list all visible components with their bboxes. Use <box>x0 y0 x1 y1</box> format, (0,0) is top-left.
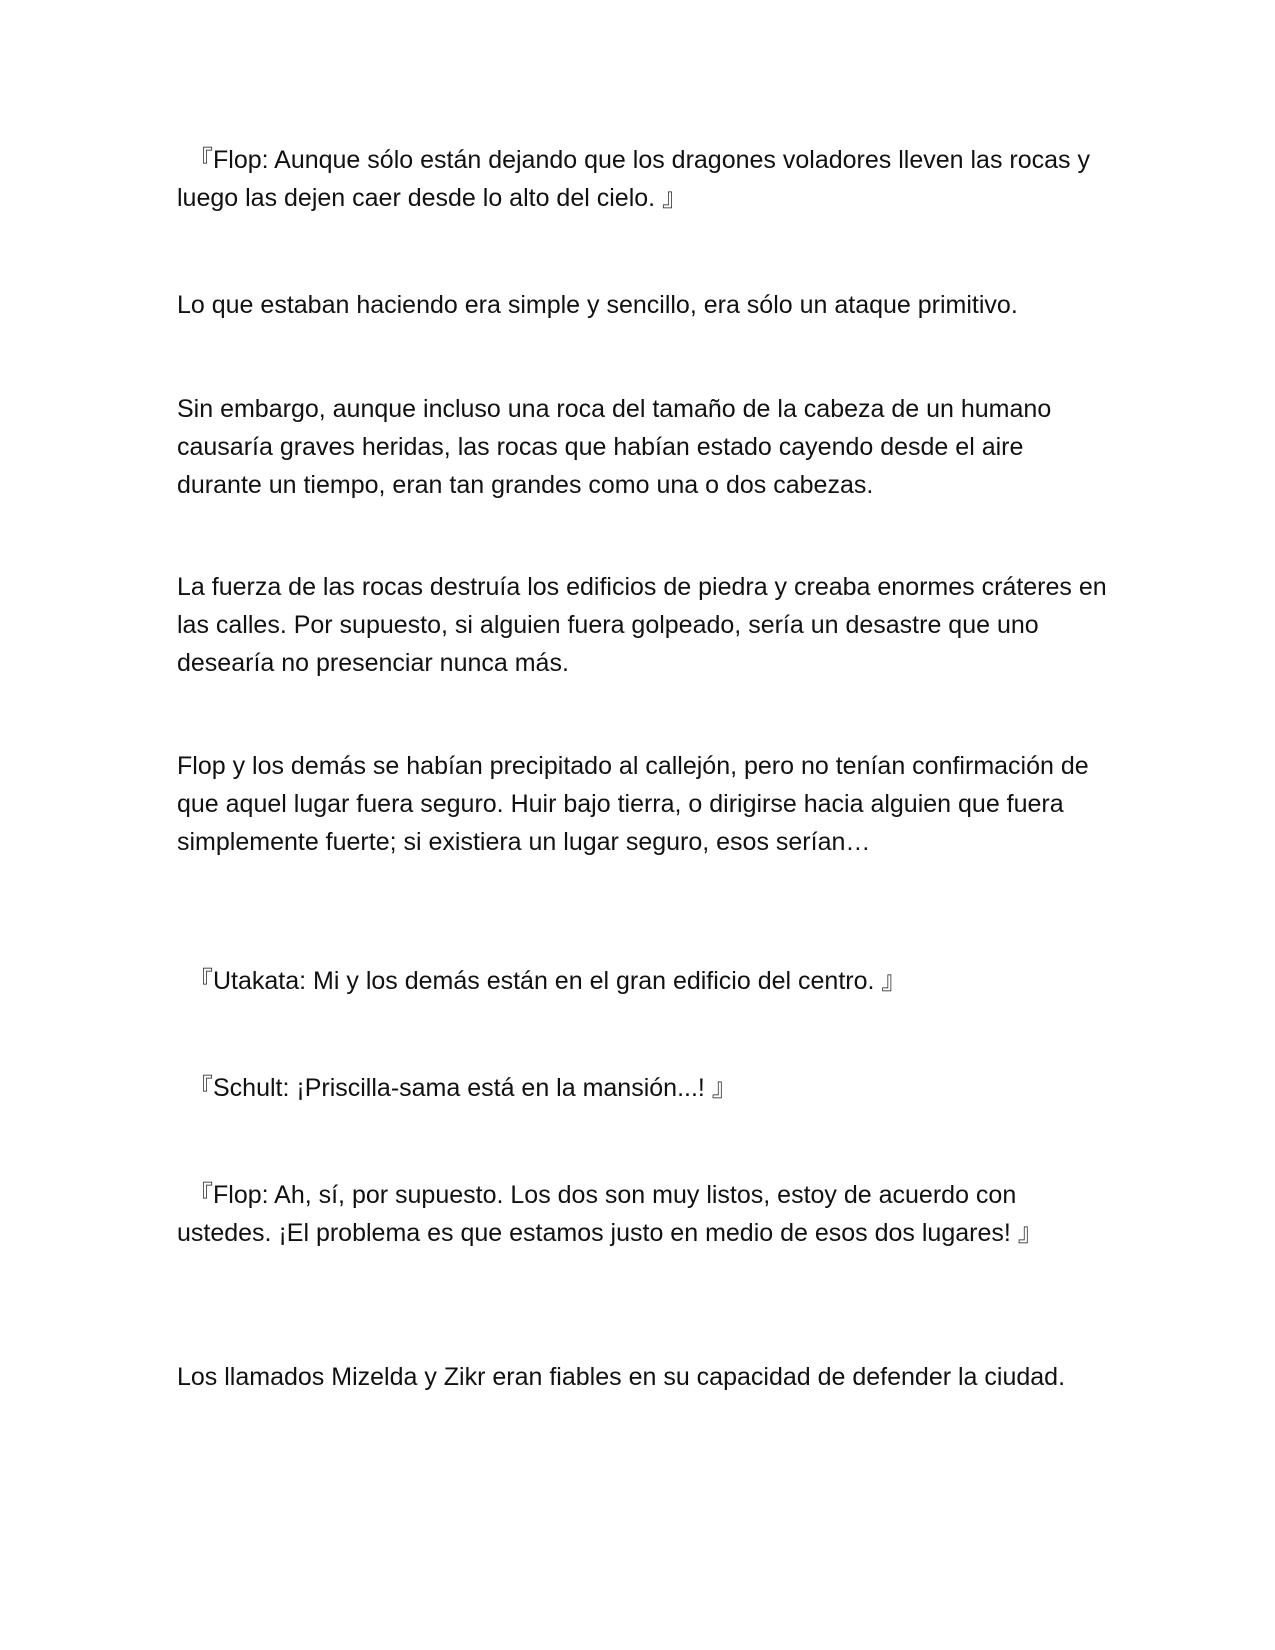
dialogue-paragraph-schult: 『Schult: ¡Priscilla-sama está en la mansión...! 』 <box>188 1074 737 1102</box>
narration-paragraph-rock-size: Sin embargo, aunque incluso una roca del tamaño de la cabeza de un humano causaría graves heridas, las rocas que habían estado cayendo desde el aire durante un tiempo, eran tan grandes como una o dos cabezas. <box>177 395 1052 499</box>
dialogue-paragraph-flop-rocks: 『Flop: Aunque sólo están dejando que los dragones voladores lleven las rocas y luego las dejen caer desde lo alto del cielo. 』 <box>177 146 1090 212</box>
narration-paragraph-mizelda-zikr: Los llamados Mizelda y Zikr eran fiables en su capacidad de defender la ciudad. <box>177 1363 1066 1391</box>
narration-paragraph-rock-force: La fuerza de las rocas destruía los edificios de piedra y creaba enormes cráteres en las calles. Por supuesto, si alguien fuera golpeado, sería un desastre que uno desearía no presenciar nunca más. <box>177 573 1107 677</box>
dialogue-paragraph-flop-problem: 『Flop: Ah, sí, por supuesto. Los dos son muy listos, estoy de acuerdo con ustedes. ¡El problema es que estamos justo en medio de esos dos lugares! 』 <box>177 1181 1043 1247</box>
dialogue-paragraph-utakata: 『Utakata: Mi y los demás están en el gran edificio del centro. 』 <box>188 967 907 995</box>
narration-paragraph-alley: Flop y los demás se habían precipitado al callejón, pero no tenían confirmación de que aquel lugar fuera seguro. Huir bajo tierra, o dirigirse hacia alguien que fuera simplemente fuerte; si existiera un lugar seguro, esos serían… <box>177 752 1089 856</box>
narration-paragraph-primitive-attack: Lo que estaban haciendo era simple y sencillo, era sólo un ataque primitivo. <box>177 291 1018 319</box>
